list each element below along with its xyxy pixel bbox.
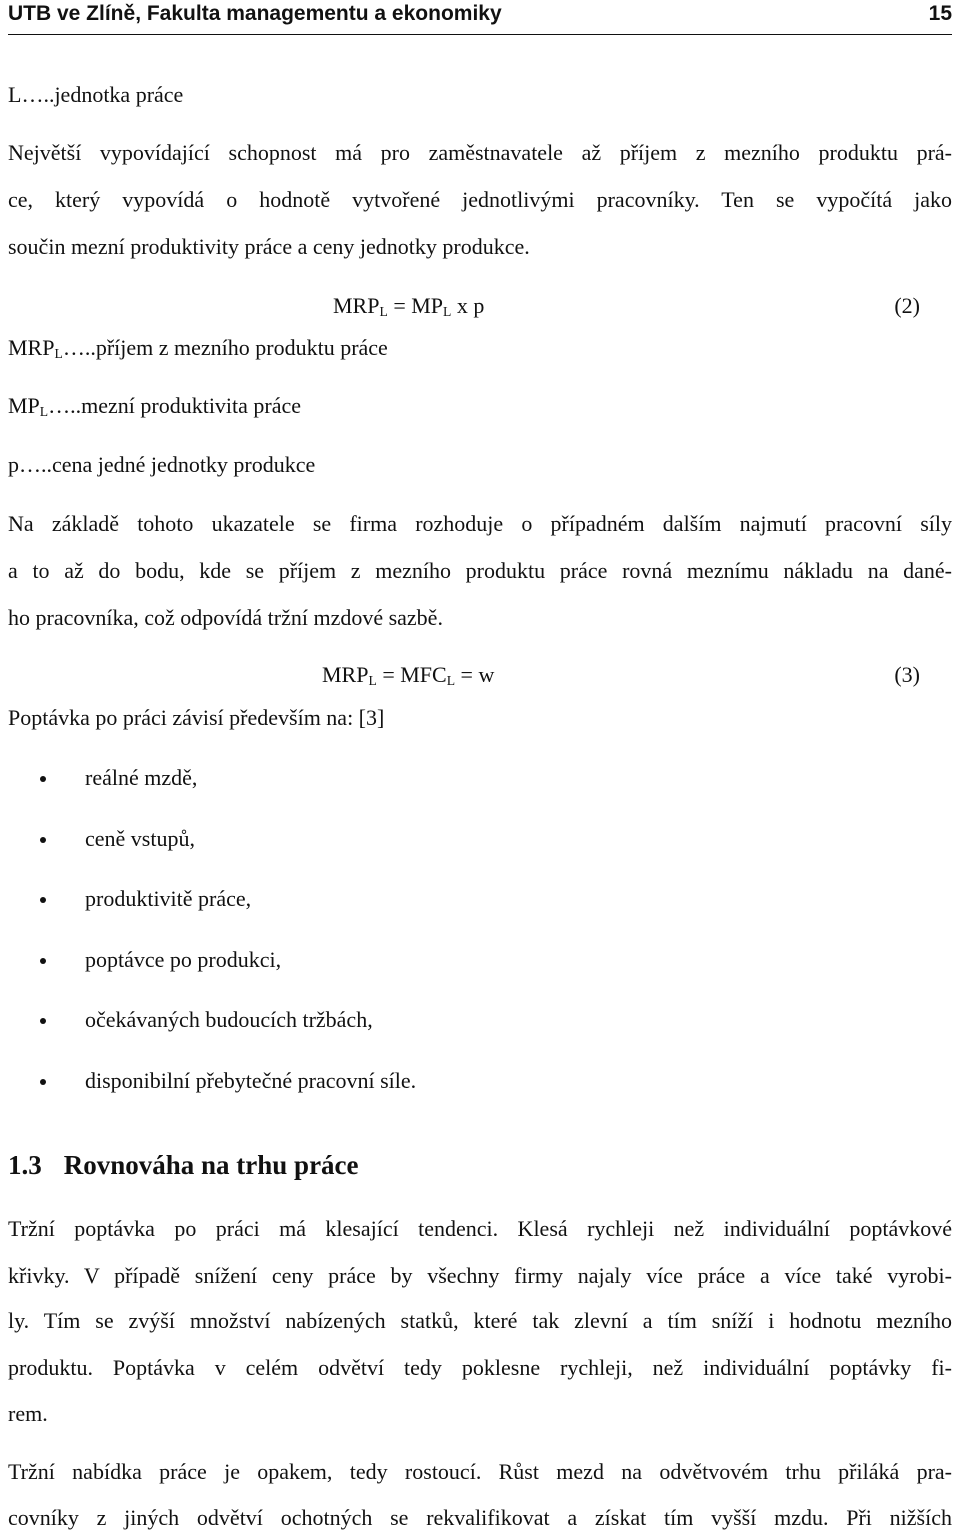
section-number: 1.3 xyxy=(8,1150,42,1180)
paragraph-4-line-2: covníky z jiných odvětví ochotných se rekvalifikovat a získat tím vyšší mzdu. Při nižších xyxy=(8,1505,952,1530)
formula-3 xyxy=(322,662,494,688)
equation-number-2: (2) xyxy=(894,293,920,318)
bullet-item-5: očekávaných budoucích tržbách, xyxy=(85,1007,373,1032)
formula-3-rhs: = w xyxy=(455,662,495,687)
demand-intro: Poptávka po práci závisí především na: [3] xyxy=(8,705,385,730)
paragraph-4-line-1: Tržní nabídka práce je opakem, tedy rostoucí. Růst mezd na odvětvovém trhu přiláká pra- xyxy=(8,1459,952,1484)
definition-mrp-sub: L xyxy=(54,346,63,361)
paragraph-1-line-2: ce, který vypovídá o hodnotě vytvořené jednotlivými pracovníky. Ten se vypočítá jako xyxy=(8,187,952,212)
formula-2-rhs: x p xyxy=(451,293,485,318)
paragraph-2-line-2: a to až do bodu, kde se příjem z mezního produktu práce rovná meznímu nákladu na dané- xyxy=(8,558,952,583)
paragraph-1-line-1: Největší vypovídající schopnost má pro zaměstnavatele až příjem z mezního produktu prá- xyxy=(8,140,952,165)
header-title: UTB ve Zlíně, Fakulta managementu a ekonomiky xyxy=(8,2,502,25)
definition-mrp xyxy=(8,335,388,361)
paragraph-3-line-1: Tržní poptávka po práci má klesající tendenci. Klesá rychleji než individuální poptávkové xyxy=(8,1216,952,1241)
definition-mp-text: …..mezní produktivita práce xyxy=(48,393,302,418)
definition-mrp-text: …..příjem z mezního produktu práce xyxy=(62,335,388,360)
formula-3-mid: = MFC xyxy=(376,662,447,687)
formula-2-sub-2: L xyxy=(443,304,452,319)
definition-mp-symbol: MP xyxy=(8,393,40,418)
definition-mrp-symbol: MRP xyxy=(8,335,55,360)
equation-number-3: (3) xyxy=(894,662,920,687)
bullet-item-2: ceně vstupů, xyxy=(85,826,195,851)
definition-mp-sub: L xyxy=(39,404,49,419)
formula-3-lhs: MRP xyxy=(322,662,369,687)
definition-p: p…..cena jedné jednotky produkce xyxy=(8,452,316,477)
paragraph-3-line-4: produktu. Poptávka v celém odvětví tedy poklesne rychleji, než individuální poptávky fi- xyxy=(8,1355,952,1380)
page-header xyxy=(8,0,952,35)
section-title: Rovnováha na trhu práce xyxy=(63,1150,359,1180)
formula-3-sub-2: L xyxy=(446,673,456,688)
bullet-item-6: disponibilní přebytečné pracovní síle. xyxy=(85,1068,417,1093)
formula-2-sub-1: L xyxy=(379,304,388,319)
paragraph-3-line-5: rem. xyxy=(8,1401,48,1426)
bullet-icon xyxy=(40,1018,46,1024)
bullet-item-3: produktivitě práce, xyxy=(85,886,252,911)
formula-3-sub-1: L xyxy=(368,673,377,688)
paragraph-2-line-3: ho pracovníka, což odpovídá tržní mzdové sazbě. xyxy=(8,605,443,630)
page-number: 15 xyxy=(928,2,952,25)
paragraph-3-line-3: ly. Tím se zvýší množství nabízených statků, které tak zlevní a tím sníží i hodnotu mezního xyxy=(8,1308,952,1333)
bullet-item-4: poptávce po produkci, xyxy=(85,947,282,972)
formula-2-lhs: MRP xyxy=(333,293,380,318)
paragraph-3-line-2: křivky. V případě snížení ceny práce by všechny firmy najaly více práce a více také vyrobi- xyxy=(8,1263,952,1288)
formula-2-mid: = MP xyxy=(387,293,444,318)
definition-mp xyxy=(8,393,301,419)
section-heading xyxy=(8,1150,359,1181)
paragraph-1-line-3: součin mezní produktivity práce a ceny jednotky produkce. xyxy=(8,234,530,259)
paragraph-2-line-1: Na základě tohoto ukazatele se firma rozhoduje o případném dalším najmutí pracovní síly xyxy=(8,511,952,536)
bullet-icon xyxy=(40,776,46,782)
bullet-icon xyxy=(40,897,46,903)
bullet-item-1: reálné mzdě, xyxy=(85,765,198,790)
bullet-icon xyxy=(40,837,46,843)
definition-l: L…..jednotka práce xyxy=(8,82,184,107)
bullet-icon xyxy=(40,1079,46,1085)
formula-2 xyxy=(333,293,484,319)
bullet-icon xyxy=(40,958,46,964)
